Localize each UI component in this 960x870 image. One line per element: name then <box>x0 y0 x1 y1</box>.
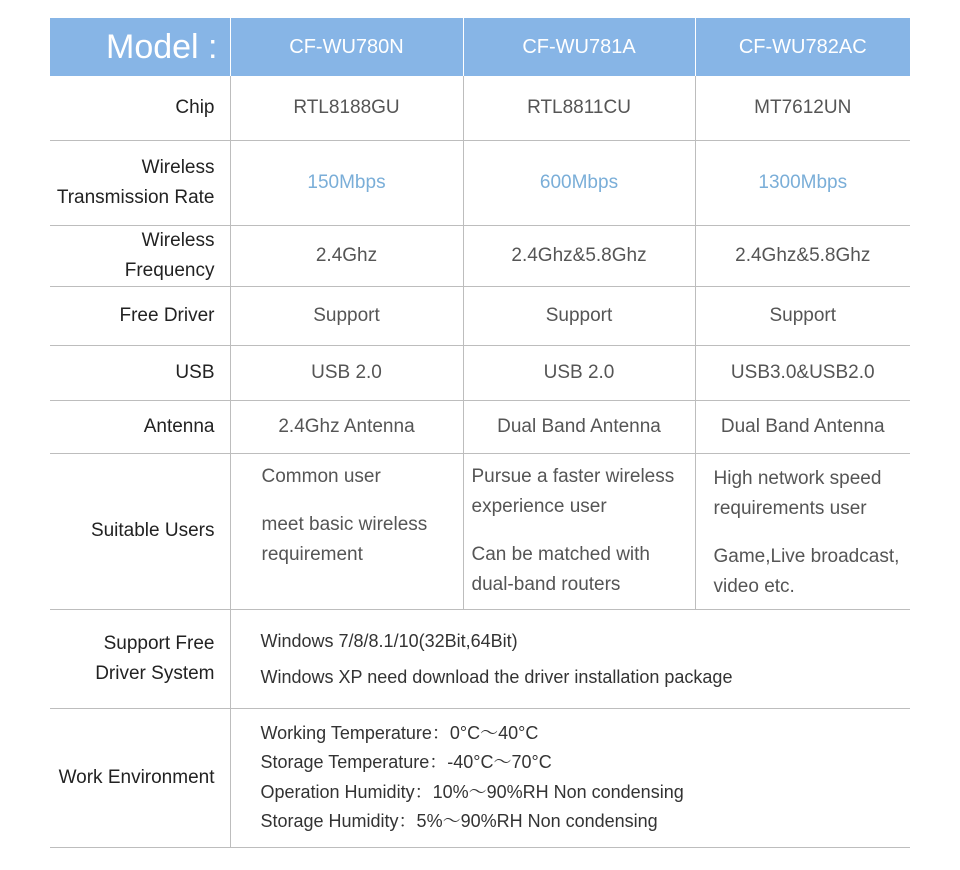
row-label: Suitable Users <box>50 453 230 609</box>
driver-system-value <box>230 609 910 708</box>
users-line: Game,Live broadcast, video etc. <box>713 545 900 597</box>
rate-row <box>50 140 910 225</box>
usb-value: USB 2.0 <box>230 345 463 400</box>
frequency-value: 2.4Ghz&5.8Ghz <box>463 225 695 286</box>
usb-value: USB 2.0 <box>463 345 695 400</box>
row-label: Wireless Frequency <box>50 225 230 286</box>
frequency-row <box>50 225 910 286</box>
antenna-value: 2.4Ghz Antenna <box>230 400 463 453</box>
row-label: USB <box>50 345 230 400</box>
antenna-value: Dual Band Antenna <box>463 400 695 453</box>
row-label <box>50 609 230 708</box>
frequency-value: 2.4Ghz <box>230 225 463 286</box>
label-line: Support Free <box>103 632 215 654</box>
usb-row <box>50 345 910 400</box>
label-line: Driver System <box>95 662 215 684</box>
spec-table <box>50 18 910 848</box>
row-label: Free Driver <box>50 286 230 345</box>
chip-value: RTL8811CU <box>463 76 695 140</box>
chip-value: MT7612UN <box>695 76 910 140</box>
chip-row <box>50 76 910 140</box>
model-name: CF-WU781A <box>463 18 695 76</box>
users-cell <box>695 453 910 609</box>
model-name: CF-WU780N <box>230 18 463 76</box>
row-label <box>50 140 230 225</box>
users-line: meet basic wireless requirement <box>261 513 428 565</box>
row-label: Chip <box>50 76 230 140</box>
model-name: CF-WU782AC <box>695 18 910 76</box>
users-cell <box>463 453 695 609</box>
label-line: Wireless <box>141 156 215 178</box>
row-label: Work Environment <box>50 708 230 847</box>
row-label: Antenna <box>50 400 230 453</box>
rate-value: 150Mbps <box>230 140 463 225</box>
rate-value: 1300Mbps <box>695 140 910 225</box>
environment-line: Storage Humidity：5%～90%RH Non condensing <box>260 811 658 831</box>
driver-system-line: Windows XP need download the driver installation package <box>260 666 733 687</box>
frequency-value: 2.4Ghz&5.8Ghz <box>695 225 910 286</box>
driver-system-row <box>50 609 910 708</box>
chip-value: RTL8188GU <box>230 76 463 140</box>
rate-value: 600Mbps <box>463 140 695 225</box>
environment-value <box>230 708 910 847</box>
antenna-row <box>50 400 910 453</box>
header-row <box>50 18 910 76</box>
environment-line: Working Temperature：0°C～40°C <box>260 722 539 743</box>
usb-value: USB3.0&USB2.0 <box>695 345 910 400</box>
environment-line: Operation Humidity：10%～90%RH Non condensing <box>260 781 684 802</box>
antenna-value: Dual Band Antenna <box>695 400 910 453</box>
users-line: High network speed requirements user <box>713 467 882 519</box>
free-driver-value: Support <box>463 286 695 345</box>
free-driver-value: Support <box>230 286 463 345</box>
free-driver-row <box>50 286 910 345</box>
users-line: Pursue a faster wireless experience user <box>471 465 675 517</box>
label-line: Transmission Rate <box>56 186 215 208</box>
free-driver-value: Support <box>695 286 910 345</box>
driver-system-line: Windows 7/8/8.1/10(32Bit,64Bit) <box>260 630 518 651</box>
users-line: Common user <box>261 465 381 487</box>
model-label: Model : <box>50 18 230 76</box>
environment-line: Storage Temperature：-40°C～70°C <box>260 752 552 772</box>
environment-row <box>50 708 910 847</box>
users-line: Can be matched with dual-band routers <box>471 543 650 595</box>
users-row <box>50 453 910 609</box>
users-cell <box>230 453 463 609</box>
